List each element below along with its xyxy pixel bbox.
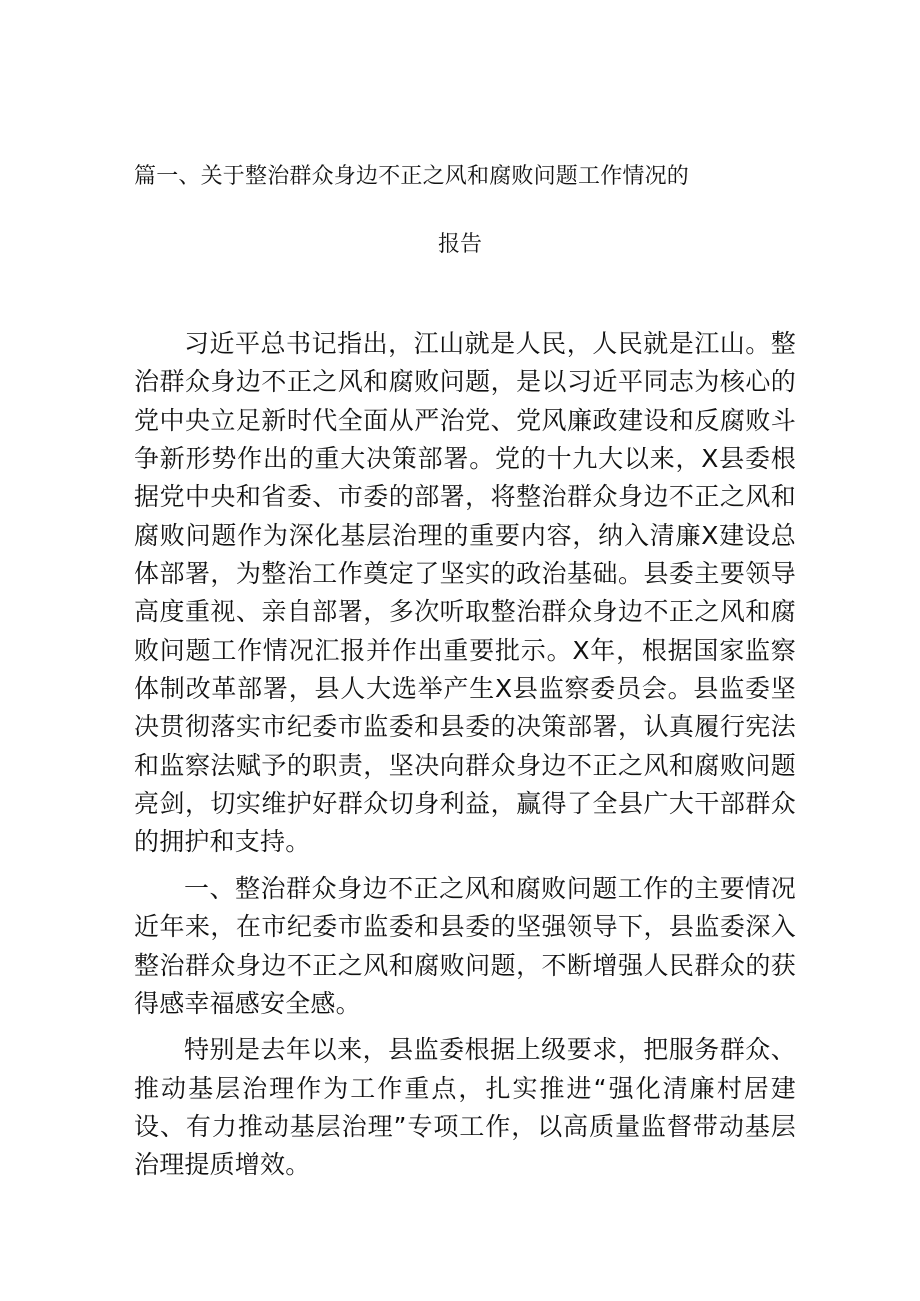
document-title-line1: 篇一、关于整治群众身边不正之风和腐败问题工作情况的	[134, 164, 690, 189]
paragraph-special-work: 特别是去年以来，县监委根据上级要求，把服务群众、推动基层治理作为工作重点，扎实推进“强化清廉村居建设、有力推动基层治理”专项工作，以高质量监督带动基层治理提质增效。	[134, 1035, 796, 1180]
paragraph-intro: 习近平总书记指出，江山就是人民，人民就是江山。整治群众身边不正之风和腐败问题，是以习近平同志为核心的党中央立足新时代全面从严治党、党风廉政建设和反腐败斗争新形势作出的重大决策部署。党的十九大以来，X县委根据党中央和省委、市委的部署，将整治群众身边不正之风和腐败问题作为深化基层治理的重要内容，纳入清廉X建设总体部署，为整治工作奠定了坚实的政治基础。县委主要领导高度重视、亲自部署，多次听取整治群众身边不正之风和腐败问题工作情况汇报并作出重要批示。X年，根据国家监察体制改革部署，县人大选举产生X县监察委员会。县监委坚决贯彻落实市纪委市监委和县委的决策部署，认真履行宪法和监察法赋予的职责，坚决向群众身边不正之风和腐败问题亮剑，切实维护好群众切身利益，赢得了全县广大干部群众的拥护和支持。	[134, 329, 796, 857]
document-title-line2: 报告	[437, 232, 482, 257]
paragraph-section-one: 一、整治群众身边不正之风和腐败问题工作的主要情况近年来，在市纪委市监委和县委的坚强领导下，县监委深入整治群众身边不正之风和腐败问题，不断增强人民群众的获得感幸福感安全感。	[134, 873, 796, 1018]
document-body	[134, 325, 796, 1185]
